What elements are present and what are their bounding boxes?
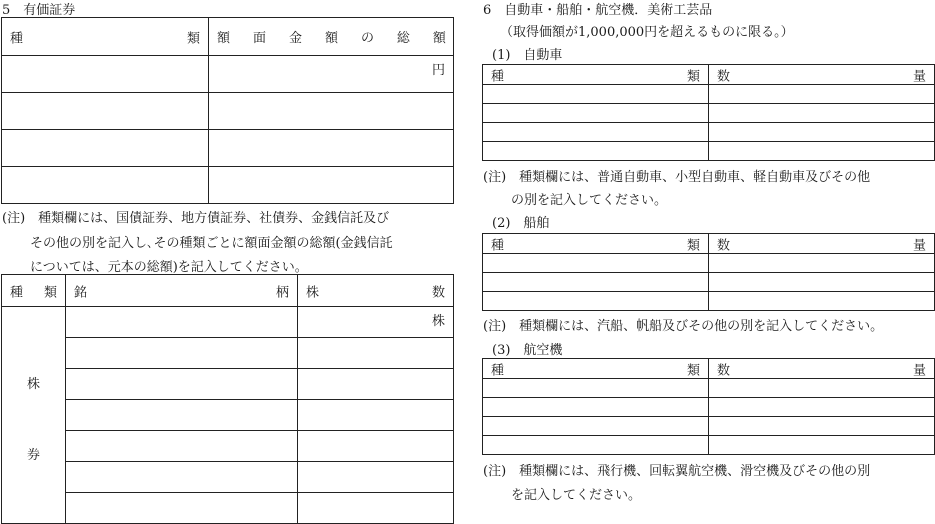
- quantity-cell[interactable]: [709, 398, 935, 417]
- header-kind-char-2: 類: [686, 238, 700, 253]
- header-char: 金: [288, 31, 302, 46]
- kind-cell[interactable]: [483, 85, 709, 104]
- stock-kind-merged-cell: [2, 307, 66, 524]
- ships-table: [482, 233, 935, 311]
- table-header-row: [483, 65, 935, 85]
- header-shares-char-2: 数: [431, 285, 445, 300]
- table-row: [2, 93, 454, 130]
- header-total-face-value: [209, 18, 454, 56]
- stock-label-bottom: 券: [26, 448, 40, 463]
- header-total-face-value-label: [209, 27, 453, 46]
- cars-title: (1) 自動車: [492, 48, 563, 63]
- kind-cell[interactable]: [483, 123, 709, 142]
- table-row: [2, 56, 454, 93]
- header-char: の: [360, 31, 374, 46]
- quantity-cell[interactable]: [709, 273, 935, 292]
- issue-cell[interactable]: [66, 493, 298, 524]
- quantity-cell[interactable]: [709, 417, 935, 436]
- table-row: [483, 142, 935, 161]
- section-6-subheading: （取得価額が1,000,000円を超えるものに限る。）: [500, 25, 794, 40]
- quantity-cell[interactable]: [709, 142, 935, 161]
- ships-title: (2) 船舶: [492, 216, 550, 231]
- header-kind-char-2: 類: [186, 31, 200, 46]
- header-char: 額: [217, 31, 231, 46]
- table-row: [2, 167, 454, 204]
- aircraft-note-line-2: を記入してください。: [511, 488, 642, 503]
- table-row: [483, 85, 935, 104]
- header-quantity-char-1: 数: [717, 69, 731, 84]
- table-row: [483, 254, 935, 273]
- kind-cell[interactable]: [483, 417, 709, 436]
- cars-note-line-1: (注) 種類欄には、普通自動車、小型自動車、軽自動車及びその他: [483, 170, 871, 185]
- table-header-row: [2, 275, 454, 307]
- ships-note: (注) 種類欄には、汽船、帆船及びその他の別を記入してください。: [483, 319, 884, 334]
- amount-cell[interactable]: [209, 56, 454, 93]
- kind-cell[interactable]: [483, 436, 709, 455]
- header-shares-char-1: 株: [306, 285, 320, 300]
- section-6-heading: 6 自動車・船舶・航空機．美術工芸品: [483, 3, 713, 18]
- table-row: [483, 398, 935, 417]
- stock-table: [1, 274, 454, 524]
- table-header-row: [2, 18, 454, 56]
- kind-cell[interactable]: [2, 93, 209, 130]
- amount-cell[interactable]: [209, 93, 454, 130]
- kind-cell[interactable]: [483, 142, 709, 161]
- header-kind-char-2: 類: [686, 363, 700, 378]
- table-row: [483, 104, 935, 123]
- shares-cell[interactable]: [298, 400, 454, 431]
- shares-cell[interactable]: [298, 338, 454, 369]
- header-quantity: [709, 234, 935, 254]
- quantity-cell[interactable]: [709, 436, 935, 455]
- table-row: [2, 338, 454, 369]
- header-quantity: [709, 359, 935, 379]
- header-kind-char-1: 種: [10, 285, 24, 300]
- kind-cell[interactable]: [2, 56, 209, 93]
- quantity-cell[interactable]: [709, 254, 935, 273]
- kind-cell[interactable]: [483, 254, 709, 273]
- table-row: [483, 123, 935, 142]
- quantity-cell[interactable]: [709, 292, 935, 311]
- table-header-row: [483, 234, 935, 254]
- header-share-count: [298, 275, 454, 307]
- issue-cell[interactable]: [66, 338, 298, 369]
- table-row: [2, 493, 454, 524]
- quantity-cell[interactable]: [709, 85, 935, 104]
- issue-cell[interactable]: [66, 369, 298, 400]
- table-row: [2, 431, 454, 462]
- shares-cell[interactable]: [298, 493, 454, 524]
- header-kind-char-2: 類: [43, 285, 57, 300]
- table-row: [483, 273, 935, 292]
- aircraft-title: (3) 航空機: [492, 343, 563, 358]
- header-char: 額: [432, 31, 446, 46]
- unit-yen: 円: [431, 63, 445, 78]
- table-row: [483, 292, 935, 311]
- table-row: [2, 400, 454, 431]
- aircraft-note-line-1: (注) 種類欄には、飛行機、回転翼航空機、滑空機及びその他の別: [483, 464, 871, 479]
- shares-cell[interactable]: [298, 369, 454, 400]
- amount-cell[interactable]: [209, 130, 454, 167]
- header-quantity: [709, 65, 935, 85]
- header-issue-char-1: 銘: [74, 285, 88, 300]
- header-kind: [483, 65, 709, 85]
- unit-shares: 株: [431, 314, 445, 329]
- table-row: [2, 462, 454, 493]
- amount-cell[interactable]: [209, 167, 454, 204]
- stock-label-top: 株: [26, 377, 40, 392]
- kind-cell[interactable]: [2, 167, 209, 204]
- securities-note-line-2: その他の別を記入し､その種類ごとに額面金額の総額(金銭信託: [30, 236, 393, 251]
- kind-cell[interactable]: [2, 130, 209, 167]
- table-row: [2, 369, 454, 400]
- header-kind-char-2: 類: [686, 69, 700, 84]
- shares-cell[interactable]: [298, 431, 454, 462]
- issue-cell[interactable]: [66, 400, 298, 431]
- cars-table: [482, 64, 935, 161]
- header-kind-char-1: 種: [491, 238, 505, 253]
- table-row: [2, 307, 454, 338]
- header-kind: [483, 234, 709, 254]
- header-quantity-char-2: 量: [912, 363, 926, 378]
- header-quantity-char-2: 量: [912, 238, 926, 253]
- aircraft-table: [482, 358, 935, 455]
- kind-cell[interactable]: [483, 398, 709, 417]
- table-row: [483, 379, 935, 398]
- header-kind: [2, 275, 66, 307]
- header-issue-char-2: 柄: [275, 285, 289, 300]
- issue-cell[interactable]: [66, 431, 298, 462]
- header-kind-char-1: 種: [10, 31, 24, 46]
- header-kind-char-1: 種: [491, 363, 505, 378]
- securities-face-value-table: [1, 17, 454, 204]
- shares-cell[interactable]: [298, 307, 454, 338]
- header-char: 額: [324, 31, 338, 46]
- header-kind-char-1: 種: [491, 69, 505, 84]
- header-quantity-char-1: 数: [717, 238, 731, 253]
- header-char: 面: [252, 31, 266, 46]
- table-row: [2, 130, 454, 167]
- securities-note-line-3: については、元本の総額)を記入してください。: [30, 260, 308, 275]
- header-char: 総: [396, 31, 410, 46]
- table-row: [483, 417, 935, 436]
- header-quantity-char-1: 数: [717, 363, 731, 378]
- kind-cell[interactable]: [483, 292, 709, 311]
- cars-note-line-2: の別を記入してください。: [511, 193, 668, 208]
- issue-cell[interactable]: [66, 462, 298, 493]
- quantity-cell[interactable]: [709, 379, 935, 398]
- header-kind: [2, 18, 209, 56]
- issue-cell[interactable]: [66, 307, 298, 338]
- quantity-cell[interactable]: [709, 123, 935, 142]
- table-row: [483, 436, 935, 455]
- quantity-cell[interactable]: [709, 104, 935, 123]
- kind-cell[interactable]: [483, 104, 709, 123]
- kind-cell[interactable]: [483, 379, 709, 398]
- header-issue-name: [66, 275, 298, 307]
- kind-cell[interactable]: [483, 273, 709, 292]
- section-5-heading: 5 有価証券: [2, 3, 76, 18]
- table-header-row: [483, 359, 935, 379]
- securities-note-line-1: (注) 種類欄には、国債証券、地方債証券、社債券、金銭信託及び: [2, 211, 390, 226]
- header-quantity-char-2: 量: [912, 69, 926, 84]
- shares-cell[interactable]: [298, 462, 454, 493]
- header-kind: [483, 359, 709, 379]
